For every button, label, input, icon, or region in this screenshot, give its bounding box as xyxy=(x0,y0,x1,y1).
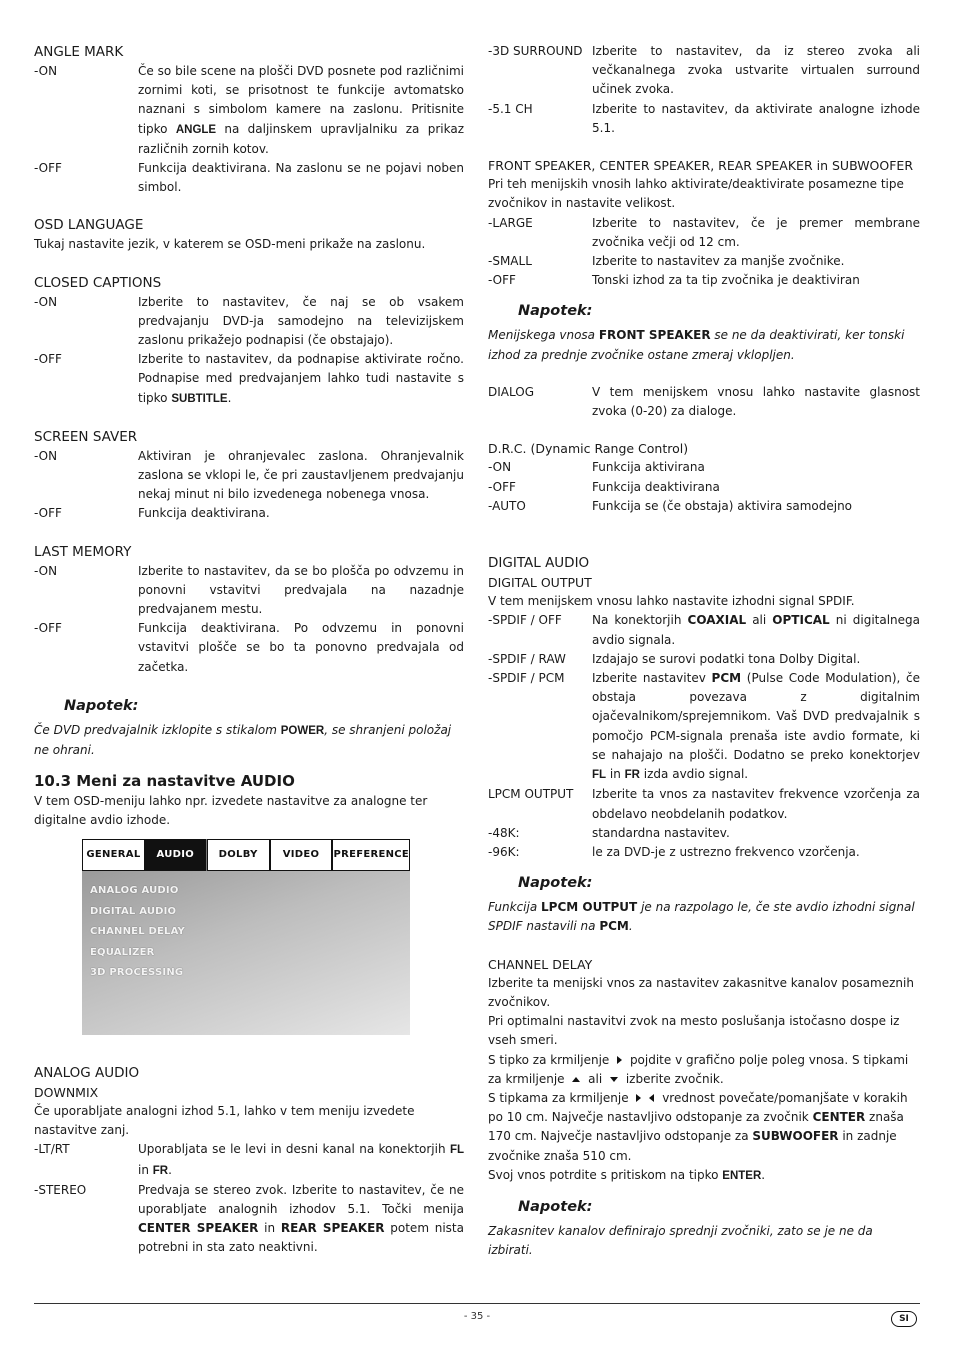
analog-audio-text: Če uporabljate analogni izhod 5.1, lahko v tem meniju izvedete nastavitve zanj. xyxy=(34,1103,415,1138)
note-text-3: Funkcija LPCM OUTPUT je na razpolago le, če ste avdio izhodni signal SPDIF nastavili na PCM. xyxy=(488,900,915,934)
right-column xyxy=(488,42,920,1260)
speakers-text: Pri teh menijskih vnosih lahko aktivirate/deaktivirate posamezne tipe zvočnikov in nastavite velikost. xyxy=(488,177,904,211)
osd-tab-audio: AUDIO xyxy=(145,839,207,871)
osd-tab-video: VIDEO xyxy=(270,839,333,871)
dialog-entry: DIALOG V tem menijskem vnosu lahko nastavite glasnost zvoka (0-20) za dialoge. xyxy=(488,384,920,419)
surround-3d: -3D SURROUND Izberite to nastavitev, da iz stereo zvoka ali večkanalnega zvoka ustvarite virtualen surround učinek zvoka. xyxy=(488,44,920,97)
lpcm-96k: -96K: le za DVD-je z ustrezno frekvenco vzorčenja. xyxy=(488,844,860,859)
arrow-right-icon xyxy=(617,1056,622,1064)
digital-output-subheading: DIGITAL OUTPUT xyxy=(488,575,592,591)
osd-language-heading: OSD LANGUAGE xyxy=(34,217,144,234)
arrow-down-icon xyxy=(610,1077,618,1082)
speaker-large: -LARGE Izberite to nastavitev, če je premer membrane zvočnika večji od 12 cm. xyxy=(488,215,920,249)
osd-tab-bar xyxy=(82,839,410,871)
channel-delay-p1: Izberite ta menijski vnos za nastavitev zakasnitve kanalov posameznih zvočnikov. xyxy=(488,975,914,1009)
arrow-left-icon xyxy=(649,1094,654,1102)
speaker-small: -SMALL Izberite to nastavitev za manjše zvočnike. xyxy=(488,254,845,269)
channel-delay-p4: S tipkama za krmiljenje vrednost povečate/pomanjšate v korakih po 10 cm. Največje nastavljivo odstopanje za zvočnik CENTER znaša 170 cm. Največje nastavljivo odstopanje za SUBWOOFER in zadnje zvočnike znaša 510 cm. xyxy=(488,1090,908,1163)
channel-delay-p2: Pri optimalni nastavitvi zvok na mesto poslušanja istočasno dospe iz vseh smeri. xyxy=(488,1014,900,1048)
screen-saver-heading: SCREEN SAVER xyxy=(34,428,138,445)
osd-item-3d-processing: 3D PROCESSING xyxy=(90,966,184,978)
spdif-off: -SPDIF / OFF Na konektorjih COAXIAL ali OPTICAL ni digitalnega avdio signala. xyxy=(488,613,921,647)
downmix-ltrt: -LT/RT Uporabljata se le levi in desni kanal na konektorjih FL in FR. xyxy=(34,1142,464,1177)
spdif-pcm: -SPDIF / PCM Izberite nastavitev PCM (Pulse Code Modulation), če obstaja povezava z digitalnim ojačevalnikom/sprejemnikom. Vaš DVD predvajalnik s pomočjo PCM-signala prenaša iste avdio formate, ki se nahajajo na plošči. Dodatno se preko konektorjev FL in FR izda avdio signal. xyxy=(488,671,921,782)
note-text-2: Menijskega vnosa FRONT SPEAKER se ne da deaktivirati, ker tonski izhod za prednje zvočnike ostane zmeraj vklopljen. xyxy=(488,328,905,362)
note-heading-4: Napotek: xyxy=(518,1198,593,1215)
language-badge: SI xyxy=(891,1311,917,1327)
osd-tab-general: GENERAL xyxy=(82,839,145,871)
spdif-raw: -SPDIF / RAW Izdajajo se surovi podatki tona Dolby Digital. xyxy=(488,651,861,666)
surround-51: -5.1 CH Izberite to nastavitev, da aktivirate analogne izhode 5.1. xyxy=(488,101,920,135)
osd-item-analog-audio: ANALOG AUDIO xyxy=(90,884,179,896)
note-heading-2: Napotek: xyxy=(518,303,593,320)
closed-captions-heading: CLOSED CAPTIONS xyxy=(34,274,162,291)
closed-captions-on: -ON Izberite to nastavitev, če naj se ob vsakem predvajanju DVD-ja samodejno na televizijskem zaslonu prikažejo podnapisi (če obstajajo). xyxy=(34,294,464,348)
osd-item-equalizer: EQUALIZER xyxy=(90,946,155,958)
downmix-stereo: -STEREO Predvaja se stereo zvok. Izberite to nastavitev, če ne uporabljate analognih izhodov 5.1. Točki menija CENTER SPEAKER in REAR SPEAKER potem nista potrebni in sta zato neaktivni. xyxy=(34,1182,464,1255)
osd-audio-menu-screenshot xyxy=(82,839,410,1035)
drc-on: -ON Funkcija aktivirana xyxy=(488,460,705,475)
angle-mark-on: -ON Če so bile scene na plošči DVD posnete pod različnimi zornimi koti, se prisotnost te funkcije avtomatsko naznani s simbolom kamere na zaslonu. Pritisnite tipko ANGLE na daljinskem upravljalniku za prikaz različnih zornih kotov. xyxy=(34,64,464,156)
angle-mark-off: -OFF Funkcija deaktivirana. Na zaslonu se ne pojavi noben simbol. xyxy=(34,161,464,195)
osd-tab-dolby: DOLBY xyxy=(207,839,270,871)
arrow-up-icon xyxy=(572,1077,580,1082)
speaker-off: -OFF Tonski izhod za ta tip zvočnika je deaktiviran xyxy=(488,273,860,288)
lpcm-48k: -48K: standardna nastavitev. xyxy=(488,825,730,840)
section-intro: V tem OSD-meniju lahko npr. izvedete nastavitve za analogne ter digitalne avdio izhode. xyxy=(34,794,428,828)
osd-language-text: Tukaj nastavite jezik, v katerem se OSD-meni prikaže na zaslonu. xyxy=(34,237,426,252)
digital-audio-text: V tem menijskem vnosu lahko nastavite izhodni signal SPDIF. xyxy=(488,594,855,609)
drc-heading: D.R.C. (Dynamic Range Control) xyxy=(488,441,689,457)
angle-mark-heading: ANGLE MARK xyxy=(34,44,124,60)
last-memory-on: -ON Izberite to nastavitev, da se bo plošča po odvzemu in ponovni vstavitvi predvajala na nazadnje predvajanem mestu. xyxy=(34,563,464,617)
note-heading-3: Napotek: xyxy=(518,875,593,892)
osd-tab-preference: PREFERENCE xyxy=(332,839,410,871)
osd-menu-panel xyxy=(82,871,410,1035)
osd-item-digital-audio: DIGITAL AUDIO xyxy=(90,905,177,917)
screen-saver-on: -ON Aktiviran je ohranjevalec zaslona. Ohranjevalnik zaslona se vklopi le, če pri zaustavljenem predvajanju nekaj minut ni bilo izvedenega nobenega vnosa. xyxy=(34,448,464,502)
drc-off: -OFF Funkcija deaktivirana xyxy=(488,479,720,494)
analog-audio-heading: ANALOG AUDIO xyxy=(34,1064,140,1081)
note-text-4: Zakasnitev kanalov definirajo sprednji zvočniki, zato se je ne da izbirati. xyxy=(488,1223,873,1258)
channel-delay-p5: Svoj vnos potrdite s pritiskom na tipko ENTER. xyxy=(488,1167,766,1182)
note-text-1: Če DVD predvajalnik izklopite s stikalom POWER, se shranjeni položaj ne ohrani. xyxy=(34,722,452,758)
last-memory-heading: LAST MEMORY xyxy=(34,543,132,560)
drc-auto: -AUTO Funkcija se (če obstaja) aktivira samodejno xyxy=(488,498,853,513)
downmix-subheading: DOWNMIX xyxy=(34,1084,99,1100)
screen-saver-off: -OFF Funkcija deaktivirana. xyxy=(34,506,270,521)
osd-item-channel-delay: CHANNEL DELAY xyxy=(90,925,185,937)
lpcm-output: LPCM OUTPUT Izberite ta vnos za nastavitev frekvence vzorčenja za obdelavo neobdelanih podatkov. xyxy=(488,787,920,821)
page-number: - 35 - xyxy=(463,1311,491,1322)
closed-captions-off: -OFF Izberite to nastavitev, da podnapise aktivirate ročno. Podnapise med predvajanjem lahko tudi nastavite s tipko SUBTITLE. xyxy=(34,352,464,405)
arrow-right-icon xyxy=(636,1094,641,1102)
channel-delay-p3: S tipko za krmiljenje pojdite v grafično polje poleg vnosa. S tipkami za krmiljenje ali izberite zvočnik. xyxy=(488,1052,909,1086)
left-column xyxy=(34,42,464,1258)
section-title: 10.3 Meni za nastavitve AUDIO xyxy=(34,772,295,791)
digital-audio-heading: DIGITAL AUDIO xyxy=(488,555,590,572)
channel-delay-heading: CHANNEL DELAY xyxy=(488,956,593,972)
speakers-heading: FRONT SPEAKER, CENTER SPEAKER, REAR SPEAKER in SUBWOOFER xyxy=(488,158,914,174)
footer-divider xyxy=(34,1303,920,1304)
last-memory-off: -OFF Funkcija deaktivirana. Po odvzemu in ponovni vstavitvi plošče se bo ta ponovno predvajala od začetka. xyxy=(34,621,464,674)
note-heading-1: Napotek: xyxy=(64,697,139,714)
